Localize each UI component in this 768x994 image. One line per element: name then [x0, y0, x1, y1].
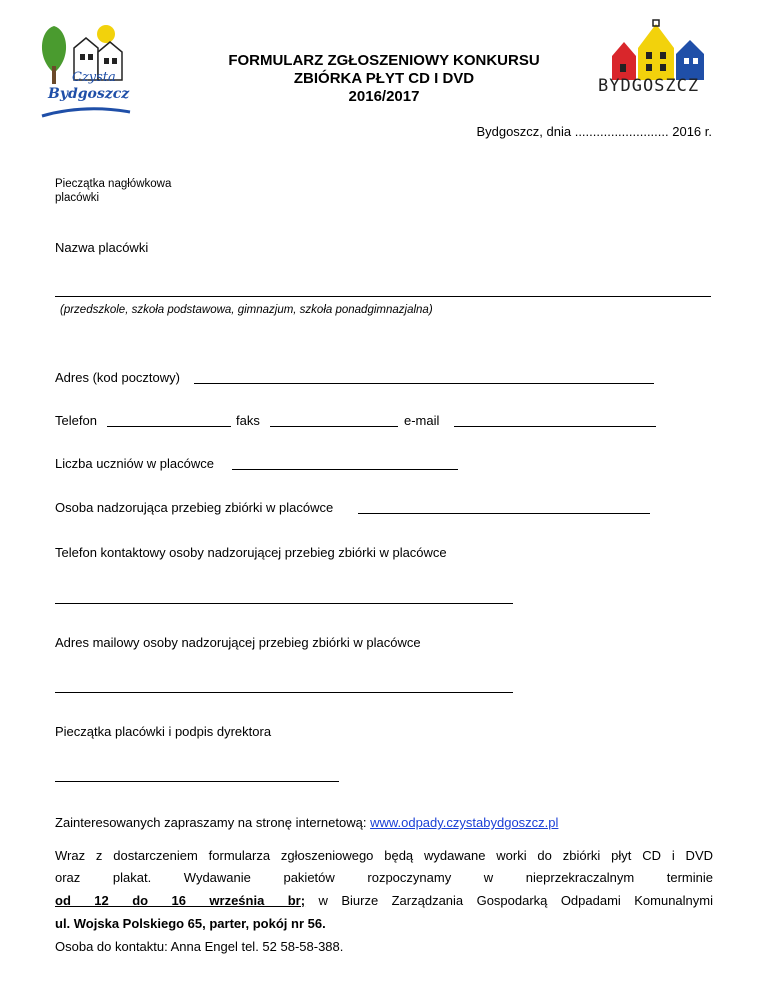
website-link[interactable]: www.odpady.czystabydgoszcz.pl — [370, 815, 559, 830]
email-label: e-mail — [404, 413, 440, 428]
supervisor-phone-field-line[interactable] — [55, 603, 513, 604]
name-hint: (przedszkole, szkoła podstawowa, gimnazjum, szkoła ponadgimnazjalna) — [60, 304, 433, 316]
students-field-line[interactable] — [232, 469, 458, 470]
contact-line: Osoba do kontaktu: Anna Engel tel. 52 58-58-388. — [55, 939, 344, 954]
signature-field-line[interactable] — [55, 781, 339, 782]
supervisor-field-line[interactable] — [358, 513, 650, 514]
logo-right-text: BYDGOSZCZ — [598, 76, 700, 96]
name-field-line[interactable] — [55, 296, 711, 297]
email-field-line[interactable] — [454, 426, 656, 427]
info-line1: Wraz z dostarczeniem formularza zgłoszeniowego będą wydawane worki do zbiórki płyt CD i DVD — [55, 848, 713, 863]
supervisor-label: Osoba nadzorująca przebieg zbiórki w placówce — [55, 500, 334, 515]
page-title-line3: 2016/2017 — [348, 88, 420, 105]
info-dates: od 12 do 16 września br; — [55, 893, 306, 908]
phone-field-line[interactable] — [107, 426, 231, 427]
fax-label: faks — [236, 413, 260, 428]
invite-text: Zainteresowanych zapraszamy na stronę internetową: — [55, 815, 367, 830]
info-address: ul. Wojska Polskiego 65, parter, pokój nr 56. — [55, 916, 326, 931]
info-office: w Biurze Zarządzania Gospodarką Odpadami Komunalnymi — [318, 893, 713, 908]
address-field-line[interactable] — [194, 383, 654, 384]
stamp-label-line1: Pieczątka nagłówkowa — [55, 178, 172, 190]
page-title-line2: ZBIÓRKA PŁYT CD I DVD — [293, 70, 475, 87]
students-label: Liczba uczniów w placówce — [55, 456, 214, 471]
date-line: Bydgoszcz, dnia .......................... 2016 r. — [476, 124, 712, 139]
address-label: Adres (kod pocztowy) — [55, 370, 180, 385]
name-label: Nazwa placówki — [55, 240, 149, 255]
bydgoszcz-city-logo — [594, 18, 734, 100]
signature-label: Pieczątka placówki i podpis dyrektora — [55, 724, 272, 739]
logo-left-text-bydgoszcz: Bydgoszcz — [48, 86, 130, 102]
czysta-bydgoszcz-logo — [34, 18, 134, 118]
page-title-line1: FORMULARZ ZGŁOSZENIOWY KONKURSU — [228, 52, 540, 69]
phone-label: Telefon — [55, 413, 97, 428]
invite-line — [55, 815, 558, 830]
info-line2: oraz plakat. Wydawanie pakietów rozpoczynamy w nieprzekraczalnym terminie — [55, 870, 713, 885]
supervisor-phone-label: Telefon kontaktowy osoby nadzorującej przebieg zbiórki w placówce — [55, 545, 447, 560]
logo-left-text-czysta: Czysta — [72, 70, 116, 85]
info-line3 — [55, 893, 713, 908]
stamp-label-line2: placówki — [55, 192, 100, 204]
fax-field-line[interactable] — [270, 426, 398, 427]
supervisor-email-field-line[interactable] — [55, 692, 513, 693]
supervisor-email-label: Adres mailowy osoby nadzorującej przebieg zbiórki w placówce — [55, 635, 421, 650]
